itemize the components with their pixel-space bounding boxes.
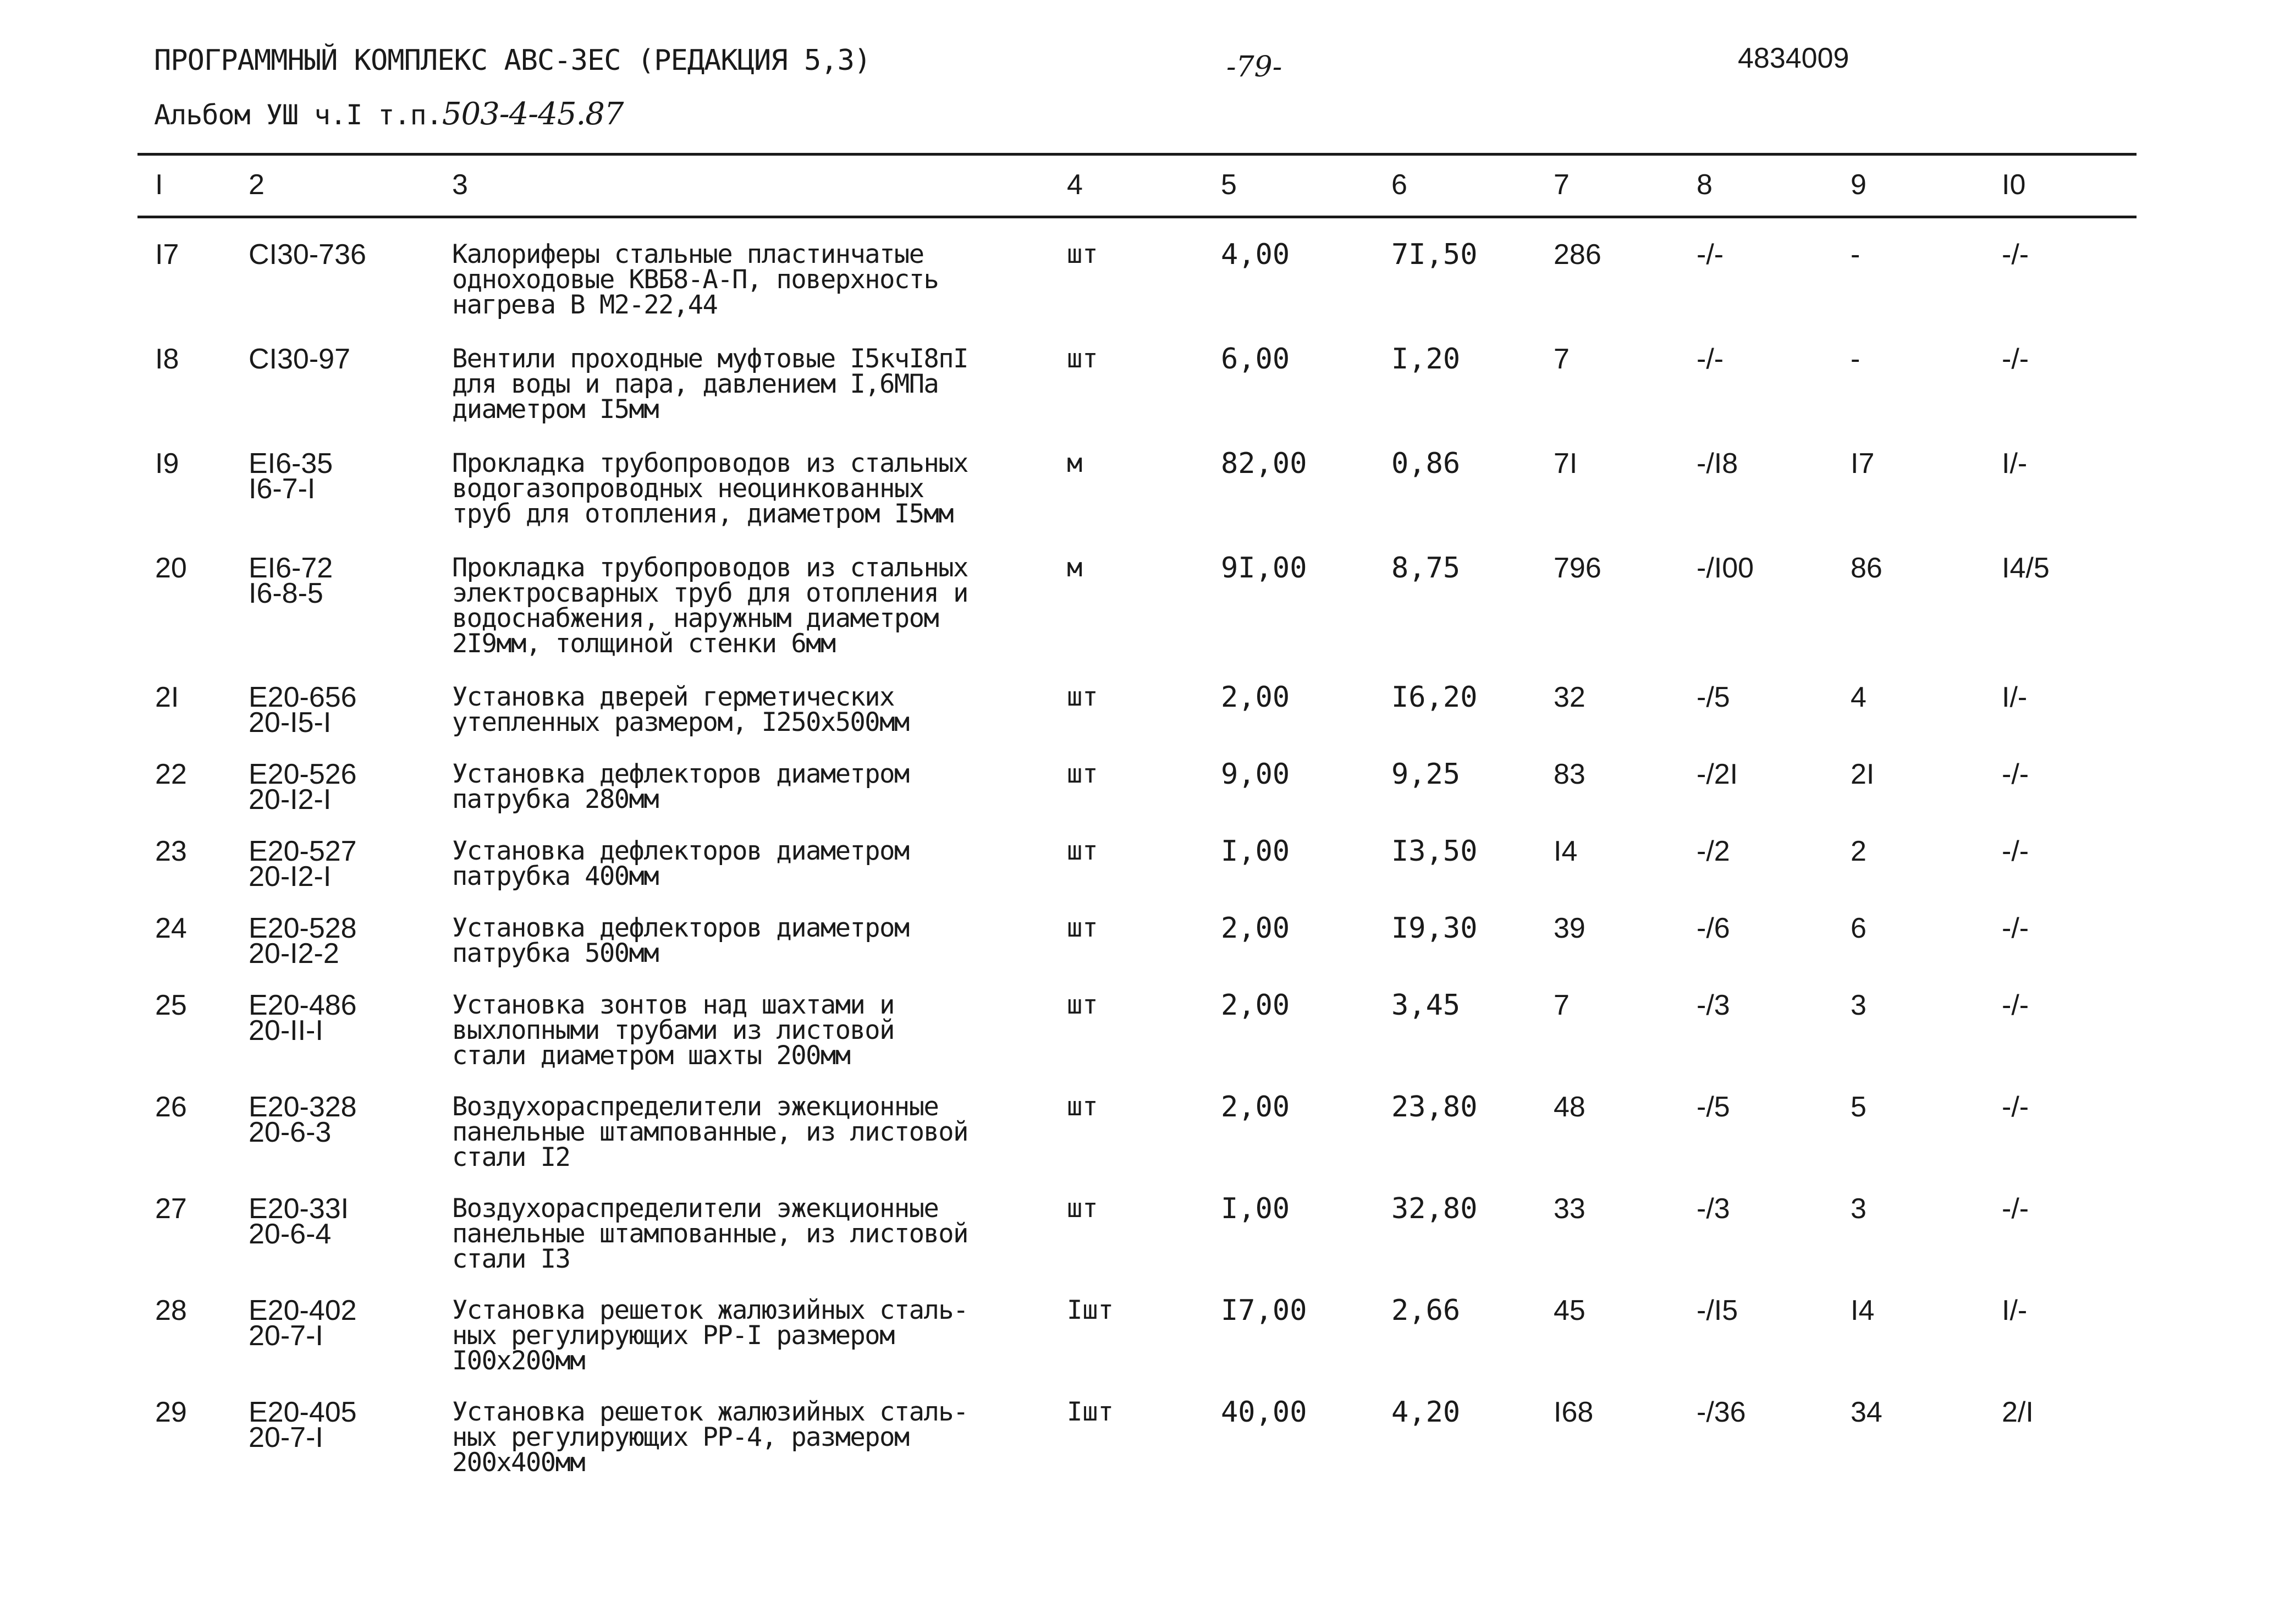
row-column-9: 2I [1851, 758, 1875, 790]
row-description-line: I00х200мм [452, 1346, 585, 1376]
row-total: 83 [1554, 758, 1585, 790]
row-number: I7 [155, 239, 179, 271]
row-column-8: -/3 [1697, 989, 1730, 1021]
row-description-line: Установка зонтов над шахтами и [452, 990, 894, 1020]
table-row [0, 989, 2274, 1094]
row-unit-price: 32,80 [1391, 1192, 1478, 1225]
row-column-8: -/- [1697, 343, 1724, 375]
row-unit: м [1067, 448, 1083, 478]
row-quantity: 82,00 [1221, 447, 1307, 480]
row-column-9: 5 [1851, 1091, 1866, 1123]
column-header: I0 [2002, 169, 2026, 201]
row-column-10: -/- [2002, 758, 2029, 790]
row-code-line: I6-7-I [249, 473, 316, 505]
row-quantity: 9I,00 [1221, 552, 1307, 585]
row-description [452, 1397, 968, 1478]
row-description [452, 836, 909, 891]
row-unit-price: I9,30 [1391, 912, 1478, 945]
row-column-10: I/- [2002, 448, 2028, 480]
row-unit-price: 9,25 [1391, 758, 1461, 791]
row-description-line: выхлопными трубами из листовой [452, 1015, 894, 1045]
row-description [452, 555, 968, 657]
album-handwritten-number: 503-4-45.87 [442, 96, 624, 132]
row-description-line: нагрева В М2-22,44 [452, 290, 718, 320]
row-number: 23 [155, 835, 187, 867]
row-code [249, 758, 357, 816]
row-total: 7I [1554, 448, 1578, 480]
column-header: 3 [452, 169, 468, 201]
row-code-line: E20-405 [249, 1396, 357, 1428]
row-quantity: I,00 [1221, 835, 1290, 868]
row-unit: шт [1067, 1092, 1098, 1122]
estimate-table-body [0, 238, 2274, 1501]
row-description-line: электросварных труб для отопления и [452, 578, 968, 608]
row-code-line: E20-528 [249, 912, 357, 944]
row-unit-price: 7I,50 [1391, 238, 1478, 271]
row-quantity: 2,00 [1221, 681, 1290, 714]
row-description-line: одноходовые КВБ8-А-П, поверхность [452, 265, 939, 295]
table-row [0, 343, 2274, 451]
row-code [249, 1295, 357, 1352]
row-column-8: -/2I [1697, 758, 1738, 790]
row-description-line: труб для отопления, диаметром I5мм [452, 499, 954, 529]
row-description-line: 2I9мм, толщиной стенки 6мм [452, 629, 835, 659]
table-row [0, 238, 2274, 346]
row-number: 28 [155, 1295, 187, 1326]
table-row [0, 912, 2274, 993]
row-total: I68 [1554, 1396, 1594, 1428]
row-column-10: I4/5 [2002, 552, 2050, 584]
row-description-line: 200х400мм [452, 1447, 585, 1478]
table-row [0, 1091, 2274, 1196]
row-unit: шт [1067, 344, 1098, 374]
row-description [452, 1094, 968, 1170]
row-code-line: 20-II-I [249, 1015, 323, 1047]
row-quantity: 40,00 [1221, 1396, 1307, 1429]
row-code-line: E20-527 [249, 835, 357, 867]
row-total: 39 [1554, 912, 1585, 944]
row-column-8: -/36 [1697, 1396, 1746, 1428]
table-row [0, 1192, 2274, 1298]
row-code-line: EI6-35 [249, 448, 333, 480]
row-number: 2I [155, 681, 179, 713]
row-unit-price: 4,20 [1391, 1396, 1461, 1429]
row-description-line: панельные штампованные, из листовой [452, 1117, 968, 1147]
row-quantity: 2,00 [1221, 989, 1290, 1022]
row-description-line: патрубка 280мм [452, 784, 659, 814]
row-description-line: Установка дефлекторов диаметром [452, 836, 909, 866]
row-code [249, 552, 333, 609]
row-code-line: E20-328 [249, 1091, 357, 1123]
row-column-8: -/I8 [1697, 448, 1738, 480]
program-title: ПРОГРАММНЫЙ КОМПЛЕКС АВС-3ЕС (РЕДАКЦИЯ 5,3) [154, 44, 871, 77]
row-number: I8 [155, 343, 179, 375]
row-description-line: Установка дверей герметических [452, 682, 894, 712]
row-total: 32 [1554, 681, 1585, 713]
row-quantity: 2,00 [1221, 912, 1290, 945]
row-unit-price: I,20 [1391, 343, 1461, 376]
row-unit-price: 8,75 [1391, 552, 1461, 585]
row-number: 24 [155, 912, 187, 944]
row-description-line: Прокладка трубопроводов из стальных [452, 553, 968, 583]
row-code [249, 1396, 357, 1454]
row-unit-price: 3,45 [1391, 989, 1461, 1022]
row-description-line: ных регулирующих РР-4, размером [452, 1422, 909, 1452]
row-description-line: Воздухораспределители эжекционные [452, 1092, 939, 1122]
row-unit: шт [1067, 913, 1098, 943]
row-column-9: I4 [1851, 1295, 1875, 1326]
table-row [0, 1294, 2274, 1400]
row-description [452, 344, 968, 425]
row-column-10: -/- [2002, 835, 2029, 867]
row-total: I4 [1554, 835, 1578, 867]
row-total: 7 [1554, 989, 1570, 1021]
table-row [0, 1396, 2274, 1501]
row-description-line: для воды и пара, давлением I,6МПа [452, 369, 939, 399]
row-description-line: патрубка 500мм [452, 938, 659, 968]
row-description-line: стали I3 [452, 1244, 570, 1274]
row-quantity: 9,00 [1221, 758, 1290, 791]
row-description [452, 448, 968, 529]
row-description-line: Установка дефлекторов диаметром [452, 759, 909, 789]
row-description-line: водоснабжения, наружным диаметром [452, 603, 939, 634]
row-column-10: -/- [2002, 1091, 2029, 1123]
row-code-line: 20-7-I [249, 1320, 323, 1352]
table-row [0, 681, 2274, 762]
row-code-line: 20-I5-I [249, 707, 332, 739]
table-top-rule [137, 153, 2137, 156]
row-description [452, 990, 894, 1071]
row-description-line: ных регулирующих РР-I размером [452, 1320, 894, 1351]
row-code [249, 1193, 349, 1250]
row-code-line: E20-526 [249, 758, 357, 790]
row-column-8: -/6 [1697, 912, 1730, 944]
row-total: 45 [1554, 1295, 1585, 1326]
row-description [452, 913, 909, 968]
row-code-line: CI30-97 [249, 343, 350, 375]
column-header: 6 [1391, 169, 1407, 201]
row-unit: шт [1067, 239, 1098, 269]
row-column-9: 2 [1851, 835, 1866, 867]
row-description-line: Установка решеток жалюзийных сталь- [452, 1397, 968, 1427]
row-description-line: панельные штампованные, из листовой [452, 1219, 968, 1249]
row-number: 20 [155, 552, 187, 584]
row-code-line: EI6-72 [249, 552, 333, 584]
row-column-10: -/- [2002, 239, 2029, 271]
album-reference [154, 96, 624, 132]
row-code [249, 912, 357, 970]
row-quantity: 2,00 [1221, 1091, 1290, 1124]
row-total: 33 [1554, 1193, 1585, 1225]
column-header: 8 [1697, 169, 1713, 201]
row-column-8: -/I00 [1697, 552, 1754, 584]
row-column-8: -/- [1697, 239, 1724, 271]
row-number: 25 [155, 989, 187, 1021]
row-unit-price: 23,80 [1391, 1091, 1478, 1124]
table-header-rule [137, 216, 2137, 218]
row-code-line: E20-486 [249, 989, 357, 1021]
row-column-10: -/- [2002, 989, 2029, 1021]
row-column-8: -/5 [1697, 681, 1730, 713]
row-unit: шт [1067, 990, 1098, 1020]
row-column-9: 34 [1851, 1396, 1882, 1428]
row-column-8: -/2 [1697, 835, 1730, 867]
row-code-line: 20-6-3 [249, 1116, 332, 1148]
row-column-9: - [1851, 343, 1860, 375]
row-column-10: 2/I [2002, 1396, 2034, 1428]
row-code [249, 835, 357, 893]
row-column-9: 3 [1851, 989, 1866, 1021]
row-number: I9 [155, 448, 179, 480]
row-unit-price: 0,86 [1391, 447, 1461, 480]
row-quantity: I7,00 [1221, 1294, 1307, 1327]
column-header: 5 [1221, 169, 1237, 201]
row-code [249, 448, 333, 505]
column-header: 2 [249, 169, 265, 201]
row-number: 22 [155, 758, 187, 790]
row-total: 796 [1554, 552, 1601, 584]
row-quantity: 6,00 [1221, 343, 1290, 376]
row-description-line: Воздухораспределители эжекционные [452, 1193, 939, 1224]
row-description [452, 682, 909, 737]
row-number: 26 [155, 1091, 187, 1123]
table-row [0, 835, 2274, 916]
table-row [0, 447, 2274, 555]
row-unit: шт [1067, 836, 1098, 866]
row-number: 27 [155, 1193, 187, 1225]
row-quantity: 4,00 [1221, 238, 1290, 271]
table-column-headers [0, 170, 2274, 209]
row-unit: шт [1067, 682, 1098, 712]
row-description-line: Установка решеток жалюзийных сталь- [452, 1295, 968, 1325]
row-number: 29 [155, 1396, 187, 1428]
table-row [0, 552, 2274, 685]
column-header: I [155, 169, 163, 201]
row-column-9: 86 [1851, 552, 1882, 584]
row-code-line: E20-656 [249, 681, 357, 713]
row-quantity: I,00 [1221, 1192, 1290, 1225]
row-code [249, 343, 350, 375]
row-description-line: стали I2 [452, 1142, 570, 1172]
row-code-line: 20-I2-I [249, 861, 332, 893]
row-description [452, 1295, 968, 1376]
row-code-line: E20-402 [249, 1295, 357, 1326]
row-unit: шт [1067, 1193, 1098, 1224]
album-label: Альбом УШ ч.I т.п. [154, 99, 442, 131]
row-code-line: CI30-736 [249, 239, 366, 271]
row-total: 48 [1554, 1091, 1585, 1123]
row-column-9: 6 [1851, 912, 1866, 944]
document-number: 4834009 [1738, 42, 1849, 74]
table-row [0, 758, 2274, 839]
row-unit: Iшт [1067, 1397, 1114, 1427]
row-description [452, 759, 909, 814]
page-number: -79- [1226, 51, 1282, 84]
row-column-9: - [1851, 239, 1860, 271]
row-description-line: патрубка 400мм [452, 861, 659, 891]
row-description-line: Установка дефлекторов диаметром [452, 913, 909, 943]
row-code [249, 989, 357, 1047]
row-description-line: Вентили проходные муфтовые I5кчI8пI [452, 344, 968, 374]
row-code [249, 1091, 357, 1148]
row-unit-price: 2,66 [1391, 1294, 1461, 1327]
row-description-line: стали диаметром шахты 200мм [452, 1041, 850, 1071]
row-code-line: 20-I2-I [249, 784, 332, 816]
row-column-8: -/5 [1697, 1091, 1730, 1123]
row-code-line: E20-33I [249, 1193, 349, 1225]
row-description-line: Калориферы стальные пластинчатые [452, 239, 924, 269]
row-description [452, 1193, 968, 1274]
row-code-line: 20-7-I [249, 1422, 323, 1454]
row-description-line: утепленных размером, I250х500мм [452, 707, 909, 737]
row-unit-price: I3,50 [1391, 835, 1478, 868]
row-description [452, 239, 939, 320]
row-unit: шт [1067, 759, 1098, 789]
row-column-8: -/I5 [1697, 1295, 1738, 1326]
row-code-line: 20-I2-2 [249, 938, 339, 970]
row-description-line: Прокладка трубопроводов из стальных [452, 448, 968, 478]
column-header: 9 [1851, 169, 1866, 201]
row-column-10: -/- [2002, 343, 2029, 375]
row-column-10: -/- [2002, 912, 2029, 944]
row-code [249, 681, 357, 739]
row-description-line: водогазопроводных неоцинкованных [452, 474, 924, 504]
row-column-9: 4 [1851, 681, 1866, 713]
row-column-9: 3 [1851, 1193, 1866, 1225]
column-header: 4 [1067, 169, 1083, 201]
row-column-9: I7 [1851, 448, 1875, 480]
row-unit-price: I6,20 [1391, 681, 1478, 714]
row-column-10: -/- [2002, 1193, 2029, 1225]
row-code-line: 20-6-4 [249, 1218, 332, 1250]
row-total: 7 [1554, 343, 1570, 375]
row-column-10: I/- [2002, 681, 2028, 713]
row-unit: Iшт [1067, 1295, 1114, 1325]
row-description-line: диаметром I5мм [452, 394, 659, 425]
row-total: 286 [1554, 239, 1601, 271]
row-column-10: I/- [2002, 1295, 2028, 1326]
row-column-8: -/3 [1697, 1193, 1730, 1225]
column-header: 7 [1554, 169, 1570, 201]
row-code-line: I6-8-5 [249, 577, 323, 609]
row-code [249, 239, 366, 271]
row-unit: м [1067, 553, 1083, 583]
